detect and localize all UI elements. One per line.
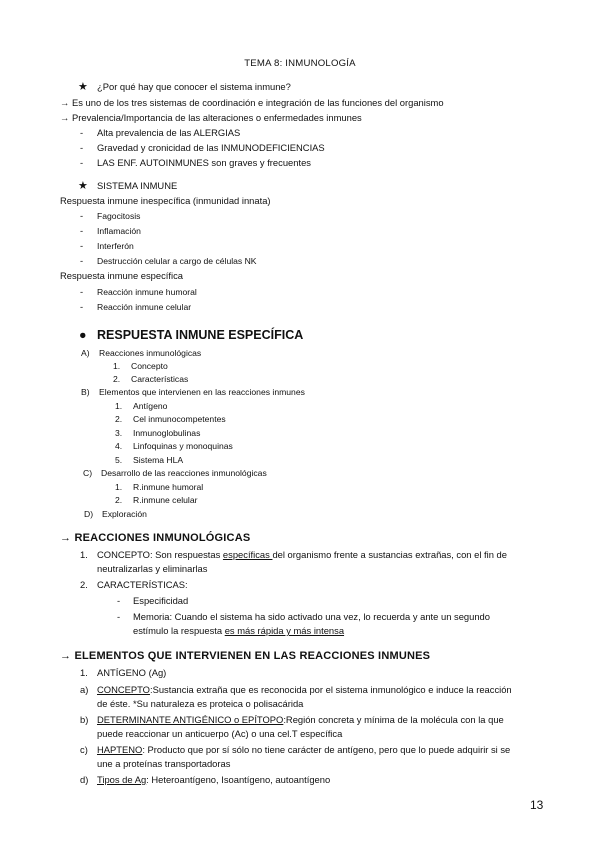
list-number: 1. [80,667,88,678]
outline-subitem: Antígeno [133,401,168,411]
list-number: 5. [115,455,123,465]
outline-subitem: Cel inmunocompetentes [133,414,226,424]
list-number: 1. [115,482,123,492]
inesp-item: Inflamación [97,226,141,236]
concepto-line-2: neutralizarlas y eliminarlas [97,563,208,574]
page-title: TEMA 8: INMUNOLOGÍA [244,58,356,69]
dash-marker: - [80,286,84,297]
outline-subitem: Inmunoglobulinas [133,428,201,438]
page-number: 13 [530,798,544,812]
prev-item: Gravedad y cronicidad de las INMUNODEFICIENCIAS [97,142,325,153]
determinante-antigenico: DETERMINANTE ANTIGÉNICO o EPÍTOPO:Región concreta y mínima de la molécula con la que [97,714,504,725]
list-number: 2. [115,495,123,505]
inesp-item: Destrucción celular a cargo de células NK [97,256,257,266]
hapteno-line-2: une a proteínas transportadoras [97,758,231,769]
arrow-line-1: → Es uno de los tres sistemas de coordinación e integración de las funciones del organismo [60,97,444,108]
star-icon: ★ [78,81,88,93]
question-why: ¿Por qué hay que conocer el sistema inmune? [97,81,291,92]
dash-marker: - [117,611,121,622]
tipos-de-ag: Tipos de Ag: Heteroantígeno, Isoantígeno, autoantígeno [97,774,331,785]
list-marker: b) [80,714,89,725]
list-number: 2. [113,374,121,384]
outline-subitem: Linfoquinas y monoquinas [133,441,233,451]
outline-item-c: Desarrollo de las reacciones inmunológicas [101,468,267,478]
esp-item: Reacción inmune celular [97,302,192,312]
caract-item-line-2: estímulo la respuesta es más rápida y más intensa [133,625,345,636]
list-marker: A) [81,348,90,358]
star-icon: ★ [78,180,88,192]
respuesta-heading: RESPUESTA INMUNE ESPECÍFICA [97,328,304,342]
dash-marker: - [117,595,121,606]
section-sistema-inmune: SISTEMA INMUNE [97,180,178,191]
outline-item-d: Exploración [102,509,147,519]
antigeno-label: ANTÍGENO (Ag) [97,667,167,678]
dash-marker: - [80,157,84,168]
dash-marker: - [80,240,84,251]
list-number: 3. [115,428,123,438]
list-number: 1. [113,361,121,371]
dash-marker: - [80,225,84,236]
reacciones-heading: → REACCIONES INMUNOLÓGICAS [60,532,251,544]
list-number: 1. [115,401,123,411]
dash-marker: - [80,142,84,153]
outline-subitem: Sistema HLA [133,455,184,465]
inesp-item: Fagocitosis [97,211,141,221]
outline-item-a: Reacciones inmunológicas [99,348,202,358]
caracteristicas-label: CARACTERÍSTICAS: [97,579,188,590]
outline-subitem: Concepto [131,361,168,371]
outline-item-b: Elementos que intervienen en las reacciones inmunes [99,387,305,397]
esp-item: Reacción inmune humoral [97,287,197,297]
outline-subitem: R.inmune humoral [133,482,204,492]
inesp-item: Interferón [97,241,134,251]
antigeno-concepto-line-2: de éste. *Su naturaleza es proteica o polisacárida [97,698,304,709]
list-marker: C) [83,468,93,478]
prev-item: LAS ENF. AUTOINMUNES son graves y frecuentes [97,157,311,168]
determinante-line-2: puede reaccionar un anticuerpo (Ac) o una cel.T específica [97,728,343,739]
list-number: 2. [115,414,123,424]
list-number: 2. [80,579,88,590]
list-number: 4. [115,441,123,451]
inespecifica-heading: Respuesta inmune inespecífica (inmunidad innata) [60,195,271,206]
list-marker: d) [80,774,89,785]
antigeno-concepto: CONCEPTO:Sustancia extraña que es reconocida por el sistema inmunológico e induce la reacción [97,684,512,695]
dash-marker: - [80,210,84,221]
list-marker: c) [80,744,88,755]
caract-item: Memoria: Cuando el sistema ha sido activado una vez, lo recuerda y ante un segundo [133,611,490,622]
elementos-heading: → ELEMENTOS QUE INTERVIENEN EN LAS REACCIONES INMUNES [60,650,431,662]
list-marker: a) [80,684,89,695]
dash-marker: - [80,127,84,138]
list-number: 1. [80,549,88,560]
circle-bullet-icon: ● [79,328,87,342]
outline-subitem: Características [131,374,189,384]
list-marker: B) [81,387,90,397]
outline-subitem: R.inmune celular [133,495,198,505]
arrow-line-2: → Prevalencia/Importancia de las alteraciones o enfermedades inmunes [60,112,362,123]
especifica-heading: Respuesta inmune específica [60,270,183,281]
concepto-line: CONCEPTO: Son respuestas específicas del organismo frente a sustancias extrañas, con el fin de [97,549,507,560]
hapteno: HAPTENO: Producto que por sí sólo no tiene carácter de antígeno, pero que lo puede adquirir si se [97,744,511,755]
list-marker: D) [84,509,94,519]
dash-marker: - [80,301,84,312]
prev-item: Alta prevalencia de las ALERGIAS [97,127,241,138]
caract-item: Especificidad [133,595,189,606]
dash-marker: - [80,255,84,266]
